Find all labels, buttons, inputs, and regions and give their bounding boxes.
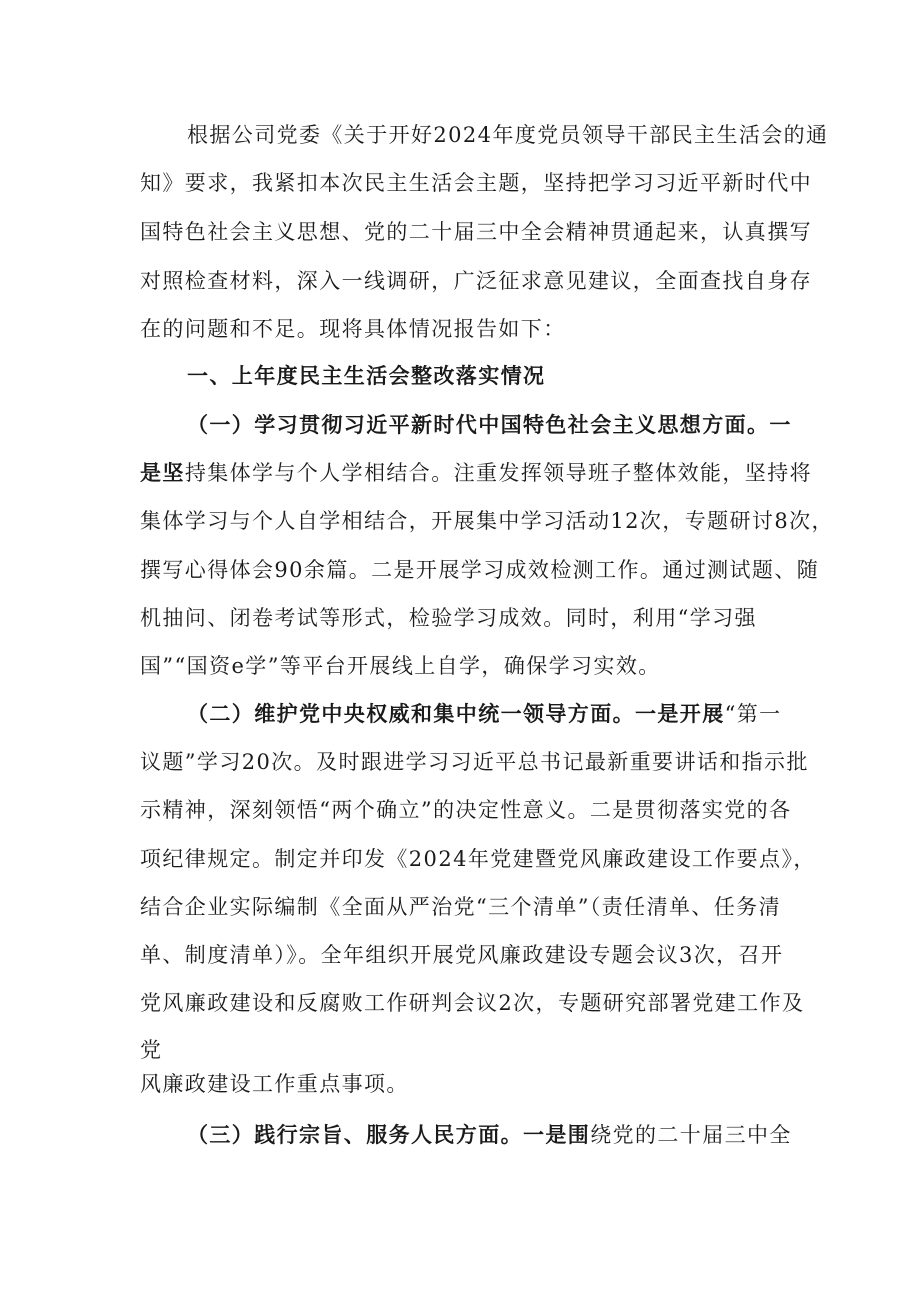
sub1-line-2 xyxy=(140,458,813,488)
sub2-line-2: 议题”学习20次。及时跟进学习习近平总书记最新重要讲话和指示批 xyxy=(140,750,809,774)
sub3-title-rest: 绕党的二十届三中全 xyxy=(590,1123,792,1147)
sub2-title-rest: “第一 xyxy=(724,702,782,726)
sub1-line-4: 撰写心得体会90余篇。二是开展学习成效检测工作。通过测试题、随 xyxy=(140,558,820,582)
sub2-line-8: 党 xyxy=(140,1038,163,1062)
intro-line-3: 国特色社会主义思想、党的二十届三中全会精神贯通起来，认真撰写 xyxy=(140,220,812,244)
sub2-line-7: 党风廉政建设和反腐败工作研判会议2次，专题研究部署党建工作及 xyxy=(140,991,805,1015)
sub2-line-6: 单、制度清单）》。全年组织开展党风廉政建设专题会议3次，召开 xyxy=(140,943,784,967)
sub3-title xyxy=(187,1120,847,1150)
sub2-line-3: 示精神，深刻领悟“两个确立”的决定性意义。二是贯彻落实党的各 xyxy=(140,798,792,822)
sub2-line-5: 结合企业实际编制《全面从严治党“三个清单”（责任清单、任务清 xyxy=(140,895,781,919)
intro-line-1: 根据公司党委《关于开好2024年度党员领导干部民主生活会的通 xyxy=(187,123,829,147)
sub1-line-2-bold: 是坚 xyxy=(140,461,185,485)
sub2-title-bold: （二）维护党中央权威和集中统一领导方面。一是开展 xyxy=(187,702,725,726)
sub1-line-6: 国”“国资e学”等平台开展线上自学，确保学习实效。 xyxy=(140,654,661,678)
intro-line-2: 知》要求，我紧扣本次民主生活会主题，坚持把学习习近平新时代中 xyxy=(140,171,812,195)
sub1-line-3: 集体学习与个人自学相结合，开展集中学习活动12次，专题研讨8次， xyxy=(140,509,834,533)
sub2-line-4: 项纪律规定。制定并印发《2024年党建暨党风廉政建设工作要点》， xyxy=(140,847,816,871)
sub2-title xyxy=(187,699,847,729)
sub1-title: （一）学习贯彻习近平新时代中国特色社会主义思想方面。一 xyxy=(187,413,792,437)
sub2-line-9: 风廉政建设工作重点事项。 xyxy=(140,1072,409,1096)
intro-line-4: 对照检查材料，深入一线调研，广泛征求意见建议，全面查找自身存 xyxy=(140,269,812,293)
section-heading-1: 一、上年度民主生活会整改落实情况 xyxy=(187,364,546,388)
sub1-line-2-rest: 持集体学与个人学相结合。注重发挥领导班子整体效能，坚持将 xyxy=(184,461,813,485)
sub1-line-5: 机抽问、闭卷考试等形式，检验学习成效。同时，利用“学习强 xyxy=(140,606,757,630)
sub3-title-bold: （三）践行宗旨、服务人民方面。一是围 xyxy=(187,1123,591,1147)
intro-line-5: 在的问题和不足。现将具体情况报告如下： xyxy=(140,317,566,341)
